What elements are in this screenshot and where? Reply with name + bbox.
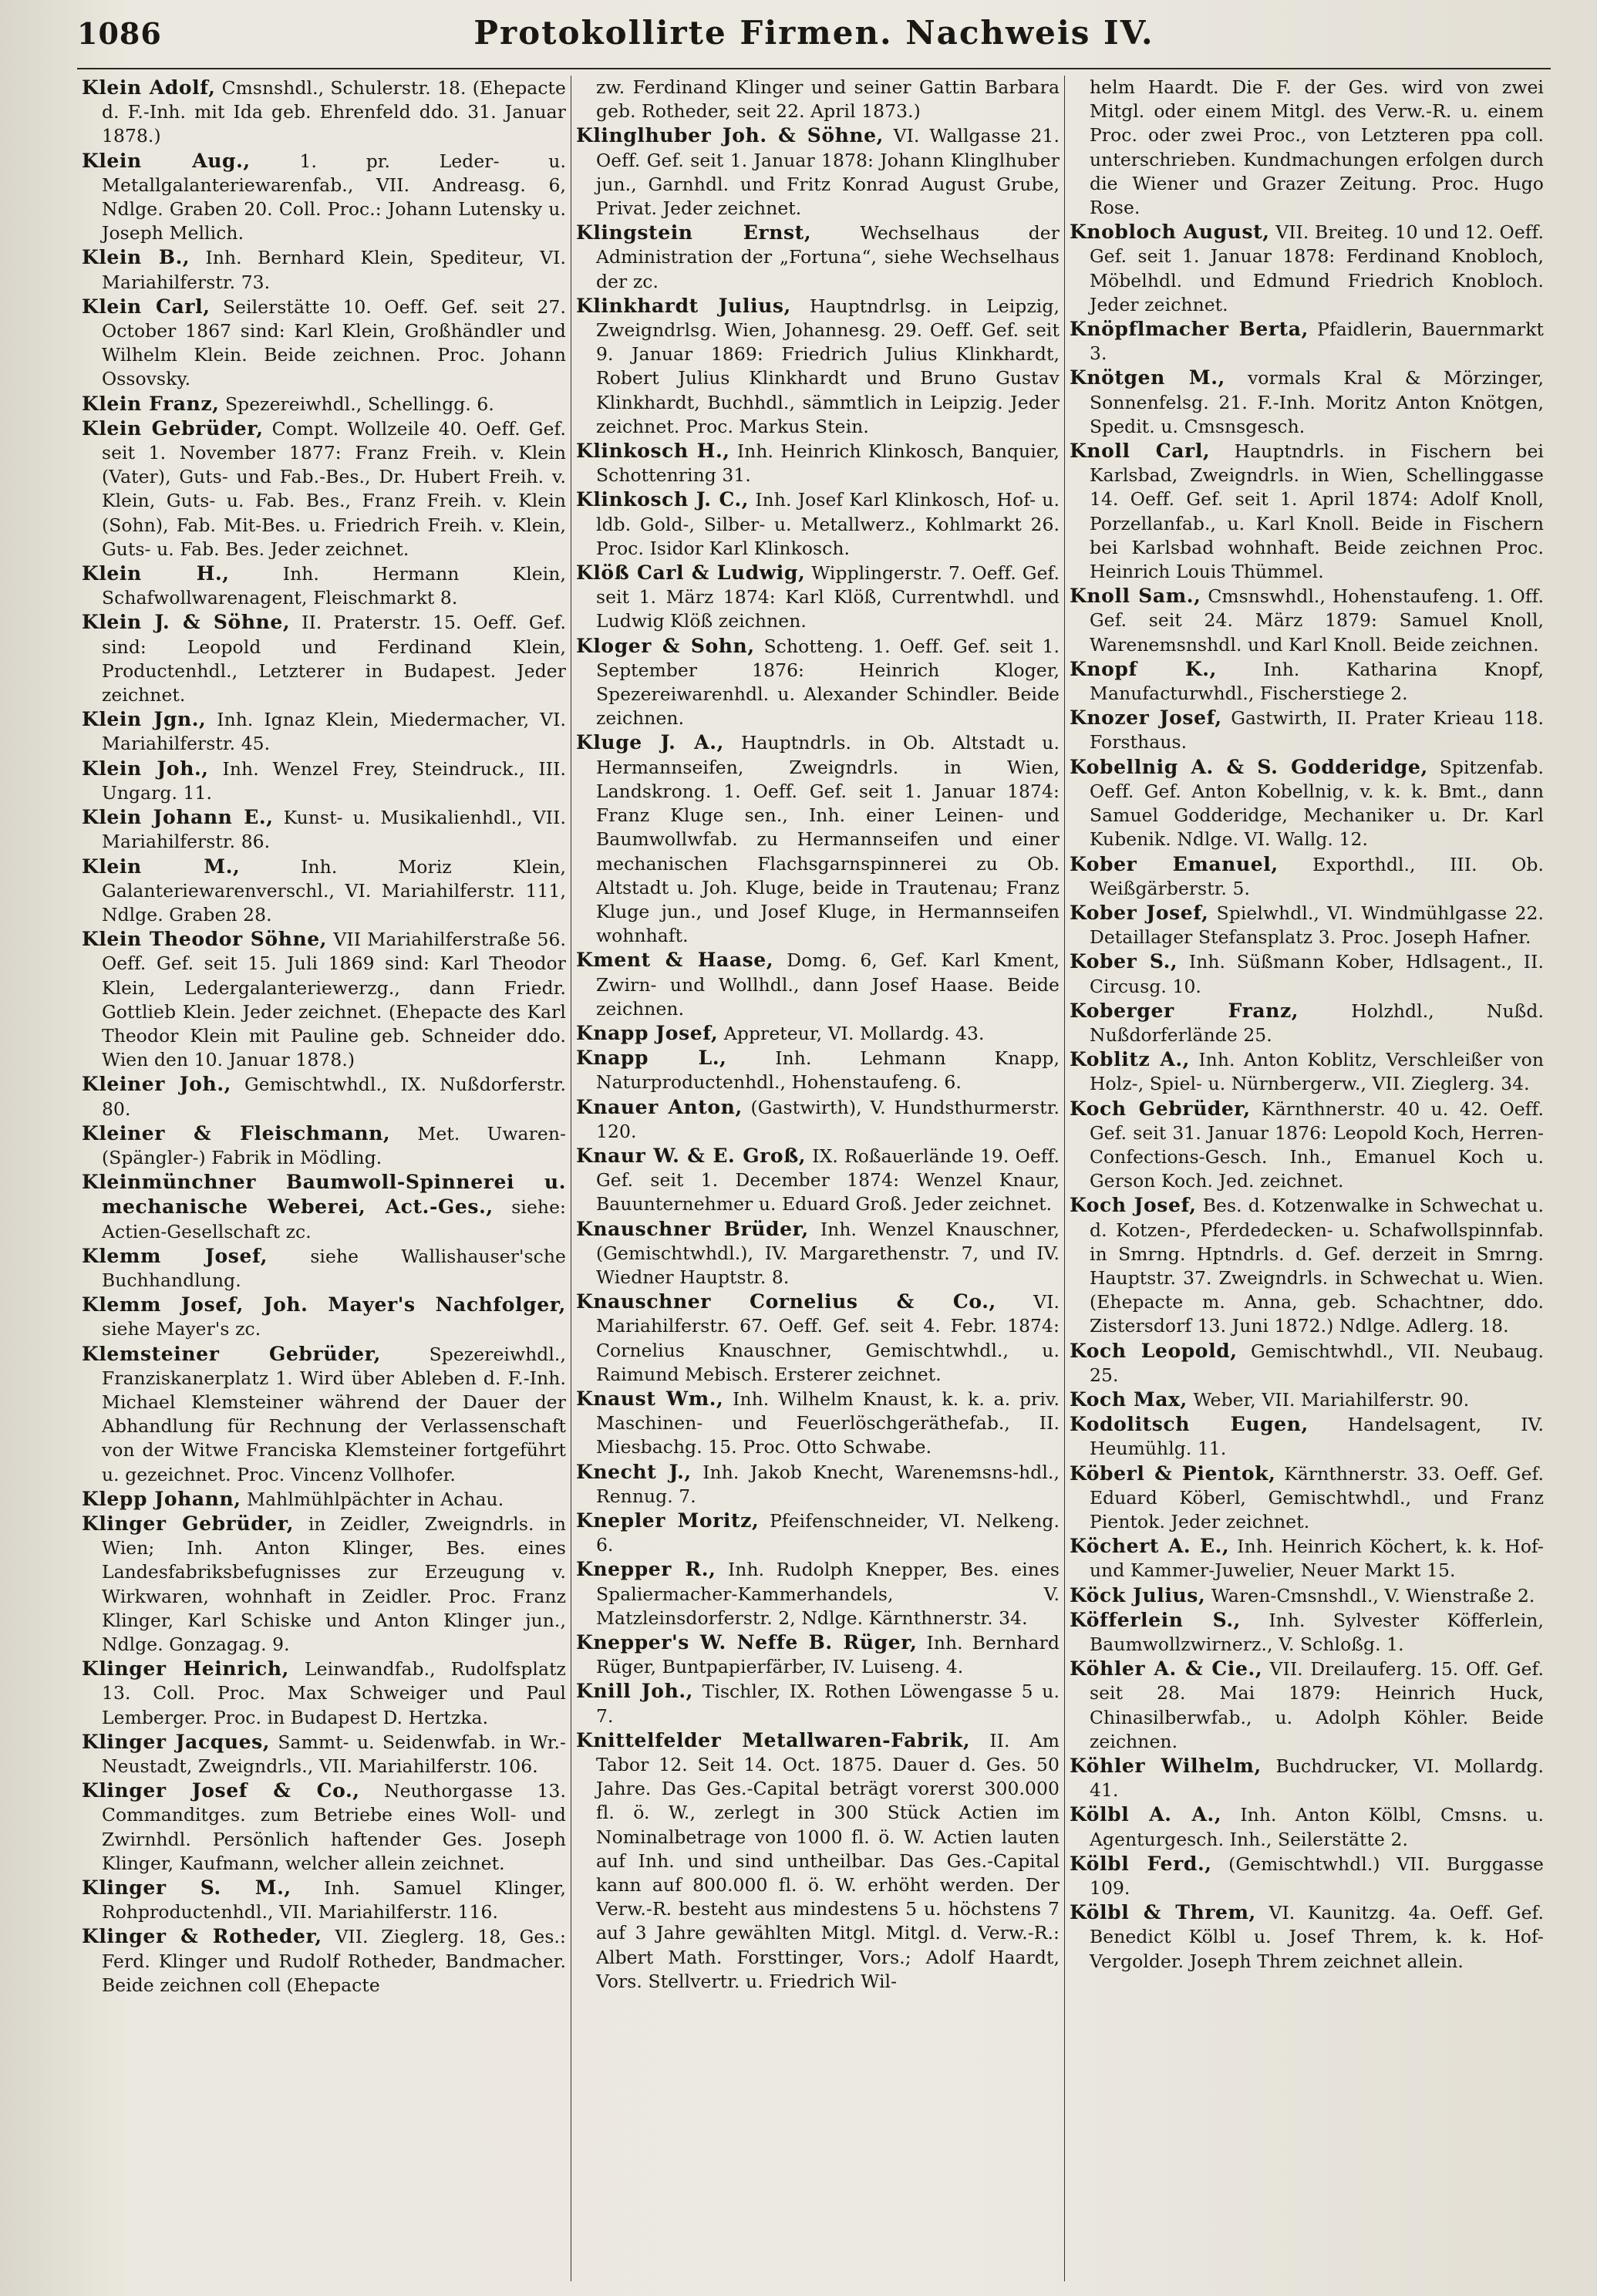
directory-entry bbox=[576, 1095, 1060, 1144]
entry-text: Inh. Wilhelm Knaust, k. k. a. priv. Maschinen- und Feuerlöschgeräthefab., II. Miesbachg. 15. Proc. Otto Schwabe. bbox=[596, 1387, 1060, 1458]
directory-entry bbox=[82, 1072, 566, 1121]
directory-entry bbox=[576, 1144, 1060, 1217]
entry-text: Weber, VII. Mariahilferstr. 90. bbox=[1193, 1388, 1470, 1411]
firm-name: Knepper's W. Neffe B. Rüger, bbox=[576, 1631, 918, 1654]
firm-name: Klöß Carl & Ludwig, bbox=[576, 561, 806, 585]
firm-name: Klein Franz, bbox=[82, 392, 220, 415]
directory-entry bbox=[82, 149, 566, 246]
firm-name: Koch Max, bbox=[1070, 1387, 1188, 1411]
entry-text: Inh. Rudolph Knepper, Bes. eines Spaliermacher-Kammerhandels, V. Matzleinsdorferstr. 2, Ndlge. Kärnthnerstr. 34. bbox=[596, 1559, 1060, 1629]
firm-name: Knecht J., bbox=[576, 1460, 692, 1483]
firm-name: Klein Gebrüder, bbox=[82, 416, 264, 440]
entry-text: Tischler, IX. Rothen Löwengasse 5 u. 7. bbox=[596, 1681, 1060, 1727]
entry-text: Hauptndrlsg. in Leipzig, Zweigndrlsg. Wien, Johannesg. 29. Oeff. Gef. seit 9. Januar 1869: Friedrich Julius Klinkhardt, Robert Julius Klinkhardt und Bruno Gustav Klinkhardt, Buchhdl., sämmtlich in Leipzig. Jeder zeichnet. Proc. Markus Stein. bbox=[596, 295, 1060, 437]
directory-entry bbox=[82, 392, 566, 416]
entry-text: Gemischtwhdl., VII. Neubaug. 25. bbox=[1090, 1340, 1544, 1386]
entry-text: Wipplingerstr. 7. Oeff. Gef. seit 1. März 1874: Karl Klöß, Currentwhdl. und Ludwig Klöß zeichnen. bbox=[596, 562, 1060, 632]
firm-name: Klein Adolf, bbox=[82, 76, 216, 99]
directory-entry bbox=[82, 805, 566, 854]
entry-text: (Gastwirth), V. Hundsthurmerstr. 120. bbox=[596, 1096, 1060, 1142]
firm-name: Koberger Franz, bbox=[1070, 999, 1299, 1022]
entry-text: Inh. Heinrich Klinkosch, Banquier, Schottenring 31. bbox=[596, 440, 1060, 487]
firm-name: Knauschner Cornelius & Co., bbox=[576, 1290, 996, 1313]
entry-text: siehe Wallishauser'sche Buchhandlung. bbox=[102, 1245, 566, 1291]
firm-name: Klein Aug., bbox=[82, 149, 251, 172]
directory-entry bbox=[1070, 1608, 1544, 1657]
directory-entry bbox=[82, 1244, 566, 1293]
entry-text: vormals Kral & Mörzinger, Sonnenfelsg. 21. F.-Inh. Moritz Anton Knötgen, Spedit. u. Cmsnsgesch. bbox=[1090, 367, 1544, 437]
directory-entry bbox=[576, 1630, 1060, 1679]
firm-name: Klein Johann E., bbox=[82, 806, 274, 829]
directory-entry bbox=[1070, 1534, 1544, 1583]
directory-entry bbox=[576, 487, 1060, 561]
directory-entry bbox=[1070, 439, 1544, 584]
directory-entry bbox=[1070, 852, 1544, 901]
firm-name: Kluge J. A., bbox=[576, 731, 724, 754]
entry-text: Inh. Josef Karl Klinkosch, Hof- u. ldb. Gold-, Silber- u. Metallwerz., Kohlmarkt 26. Proc. Isidor Karl Klinkosch. bbox=[596, 489, 1060, 559]
entry-text: II. Praterstr. 15. Oeff. Gef. sind: Leopold und Ferdinand Klein, Productenhdl., Letzterer in Budapest. Jeder zeichnet. bbox=[102, 612, 567, 706]
directory-entry bbox=[1070, 1852, 1544, 1900]
entry-text: VII. Breiteg. 10 und 12. Oeff. Gef. seit 1. Januar 1878: Ferdinand Knobloch, Möbelhdl. und Edmund Friedrich Knobloch. Jeder zeichnet. bbox=[1090, 221, 1544, 315]
directory-entry bbox=[82, 1121, 566, 1170]
firm-name: Klemsteiner Gebrüder, bbox=[82, 1342, 381, 1365]
firm-name: Kleinmünchner Baumwoll-Spinnerei u. mechanische Weberei, Act.-Ges., bbox=[82, 1171, 566, 1219]
entry-text: Gastwirth, II. Prater Krieau 118. Forsthaus. bbox=[1090, 707, 1544, 754]
firm-name: Klein M., bbox=[82, 855, 241, 878]
directory-entry bbox=[1070, 901, 1544, 949]
directory-entry bbox=[1070, 1412, 1544, 1461]
firm-name: Klinglhuber Joh. & Söhne, bbox=[576, 124, 884, 147]
entry-text: Pfeifenschneider, VI. Nelkeng. 6. bbox=[596, 1509, 1060, 1556]
directory-entry bbox=[1070, 657, 1544, 706]
entry-text: Inh. Süßmann Kober, Hdlsagent., II. Circusg. 10. bbox=[1090, 951, 1544, 997]
directory-entry bbox=[82, 295, 566, 392]
directory-entry bbox=[1070, 1754, 1544, 1802]
firm-name: Klepp Johann, bbox=[82, 1487, 241, 1510]
entry-text: Gemischtwhdl., IX. Nußdorferstr. 80. bbox=[102, 1074, 566, 1120]
directory-entry bbox=[82, 1730, 566, 1778]
entry-text: Inh. Moriz Klein, Galanteriewarenverschl., VI. Mariahilferstr. 111, Ndlge. Graben 28. bbox=[102, 855, 566, 925]
entry-text: Inh. Heinrich Köchert, k. k. Hof- und Kammer-Juwelier, Neuer Markt 15. bbox=[1090, 1536, 1544, 1582]
directory-entry bbox=[576, 1460, 1060, 1509]
directory-entry bbox=[82, 245, 566, 294]
firm-name: Knaust Wm., bbox=[576, 1387, 724, 1410]
entry-text: IX. Roßauerlände 19. Oeff. Gef. seit 1. December 1874: Wenzel Knaur, Bauunternehmer u. Eduard Groß. Jeder zeichnet. bbox=[596, 1145, 1060, 1215]
entry-text: Seilerstätte 10. Oeff. Gef. seit 27. October 1867 sind: Karl Klein, Großhändler und Wilhelm Klein. Beide zeichnen. Proc. Johann Ossovsky. bbox=[102, 295, 566, 390]
directory-entry bbox=[576, 439, 1060, 487]
firm-name: Klein H., bbox=[82, 562, 230, 585]
directory-entry bbox=[82, 610, 566, 707]
entry-text: Wechselhaus der Administration der „Fortuna“, siehe Wechselhaus der zc. bbox=[596, 222, 1060, 292]
directory-entry bbox=[1070, 1193, 1544, 1338]
directory-entry bbox=[1070, 999, 1544, 1047]
entry-text: Holzhdl., Nußd. Nußdorferlände 25. bbox=[1090, 1000, 1544, 1046]
entry-text: Handelsagent, IV. Heumühlg. 11. bbox=[1090, 1414, 1544, 1460]
directory-entry bbox=[1070, 755, 1544, 852]
directory-entry bbox=[576, 1217, 1060, 1290]
entry-text: VII Mariahilferstraße 56. Oeff. Gef. seit 15. Juli 1869 sind: Karl Theodor Klein, Ledergalanteriewerzg., dann Friedr. Gottlieb Klein. Jeder zeichnet. (Ehepacte des Karl Theodor Klein mit Pauline geb. Schneider ddo. Wien den 10. Januar 1878.) bbox=[102, 929, 566, 1071]
firm-name: Klinger Gebrüder, bbox=[82, 1512, 295, 1535]
entry-text: Inh. Anton Kölbl, Cmsns. u. Agenturgesch. Inh., Seilerstätte 2. bbox=[1090, 1804, 1544, 1850]
directory-entry bbox=[576, 1728, 1060, 1994]
firm-name: Klemm Josef, Joh. Mayer's Nachfolger, bbox=[82, 1293, 566, 1317]
firm-name: Köhler Wilhelm, bbox=[1070, 1755, 1262, 1778]
firm-name: Klein Carl, bbox=[82, 295, 211, 318]
column-2 bbox=[571, 76, 1064, 2281]
firm-name: Knepler Moritz, bbox=[576, 1509, 760, 1532]
firm-name: Klinkosch J. C., bbox=[576, 488, 750, 511]
firm-name: Knötgen M., bbox=[1070, 366, 1225, 389]
directory-entry bbox=[1070, 366, 1544, 439]
entry-text: Kärnthnerstr. 33. Oeff. Gef. Eduard Köberl, Gemischtwhdl., und Franz Pientok. Jeder zeichnet. bbox=[1090, 1462, 1544, 1532]
firm-name: Klein J. & Söhne, bbox=[82, 611, 291, 634]
entry-text: Compt. Wollzeile 40. Oeff. Gef. seit 1. November 1877: Franz Freih. v. Klein (Vater), Guts- und Fab.-Bes., Dr. Hubert Freih. v. Klein, Guts- u. Fab. Bes., Franz Freih. v. Klein (Sohn), Fab. Mit-Bes. u. Friedrich Freih. v. Klein, Guts- u. Fab. Bes. Jeder zeichnet. bbox=[102, 417, 566, 560]
directory-entry bbox=[82, 1487, 566, 1512]
directory-entry bbox=[576, 1046, 1060, 1094]
directory-entry bbox=[82, 707, 566, 756]
directory-entry bbox=[1070, 1583, 1544, 1608]
firm-name: Köfferlein S., bbox=[1070, 1608, 1241, 1631]
column-1 bbox=[77, 76, 571, 2281]
page-header bbox=[77, 14, 1551, 69]
entry-text: Inh. Sylvester Köfferlein, Baumwollzwirnerz., V. Schloßg. 1. bbox=[1090, 1609, 1544, 1655]
entry-text: Met. Uwaren-(Spängler-) Fabrik in Mödling. bbox=[102, 1122, 566, 1168]
entry-text: Inh. Wenzel Frey, Steindruck., III. Ungarg. 11. bbox=[102, 757, 566, 804]
directory-entry bbox=[82, 1170, 566, 1244]
directory-entry bbox=[82, 561, 566, 610]
firm-name: Kleiner Joh., bbox=[82, 1073, 231, 1096]
firm-name: Knepper R., bbox=[576, 1558, 716, 1581]
directory-entry bbox=[1070, 1462, 1544, 1535]
firm-name: Klein Theodor Söhne, bbox=[82, 928, 328, 951]
directory-entry bbox=[1070, 1097, 1544, 1194]
entry-text: (Gemischtwhdl.) VII. Burggasse 109. bbox=[1090, 1853, 1544, 1900]
entry-text: Kunst- u. Musikalienhdl., VII. Mariahilferstr. 86. bbox=[102, 807, 566, 853]
entry-text: Spitzenfab. Oeff. Gef. Anton Kobellnig, v. k. k. Bmt., dann Samuel Godderidge, Mechaniker u. Dr. Karl Kubenik. Ndlge. VI. Wallg. 12. bbox=[1090, 756, 1544, 851]
directory-entry bbox=[82, 1924, 566, 1998]
entry-text: Cmsnswhdl., Hohenstaufeng. 1. Off. Gef. seit 24. März 1879: Samuel Knoll, Warenemsnshdl. und Karl Knoll. Beide zeichnen. bbox=[1090, 585, 1545, 656]
directory-entry bbox=[576, 948, 1060, 1021]
firm-name: Knöpflmacher Berta, bbox=[1070, 318, 1309, 341]
firm-name: Knoll Sam., bbox=[1070, 585, 1201, 608]
firm-name: Kober S., bbox=[1070, 950, 1178, 973]
firm-name: Kober Josef, bbox=[1070, 901, 1209, 924]
directory-entry bbox=[576, 1557, 1060, 1630]
entry-text: siehe: Actien-Gesellschaft zc. bbox=[102, 1196, 566, 1242]
entry-text: Inh. Hermann Klein, Schafwollwarenagent, Fleischmarkt 8. bbox=[102, 563, 567, 609]
entry-text: II. Am Tabor 12. Seit 14. Oct. 1875. Dauer d. Ges. 50 Jahre. Das Ges.-Capital beträgt vorerst 300.000 fl. ö. W., zerlegt in 300 Stück Actien im Nominalbetrage von 1000 fl. ö. W. Actien lauten auf Inh. und sind untheilbar. Das Ges.-Capital kann auf 800.000 fl. ö. W. erhöht werden. Der Verw.-R. besteht aus mindestens 5 u. höchstens 7 auf 3 Jahre gewählten Mitgl. Mitgl. d. Verw.-R.: Albert Math. Forsttinger, Vors.; Adolf Haardt, Vors. Stellvertr. u. Friedrich Wil- bbox=[596, 1729, 1060, 1992]
firm-name: Kölbl A. A., bbox=[1070, 1803, 1222, 1826]
entry-text: Inh. Wenzel Knauschner, (Gemischtwhdl.), IV. Margarethenstr. 7, und IV. Wiedner Hauptstr. 8. bbox=[596, 1218, 1060, 1288]
entry-text: Appreteur, VI. Mollardg. 43. bbox=[723, 1022, 985, 1044]
directory-entry bbox=[576, 1509, 1060, 1557]
directory-entry bbox=[576, 1021, 1060, 1046]
firm-name: Koch Leopold, bbox=[1070, 1339, 1238, 1362]
entry-text: Pfaidlerin, Bauernmarkt 3. bbox=[1090, 319, 1544, 365]
entry-text: Bes. d. Kotzenwalke in Schwechat u. d. Kotzen-, Pferdedecken- u. Schafwollspinnfab. in Smrng. Hptndrls. d. Gef. derzeit in Smrng. Hauptstr. 37. Zweigndrls. in Schwechat u. Wien. (Ehepacte m. Anna, geb. Schachtner, ddo. Zistersdorf 13. Juni 1872.) Ndlge. Adlerg. 18. bbox=[1090, 1195, 1544, 1337]
firm-name: Köchert A. E., bbox=[1070, 1535, 1230, 1558]
entry-text: Waren-Cmsnshdl., V. Wienstraße 2. bbox=[1211, 1584, 1535, 1607]
firm-name: Kloger & Sohn, bbox=[576, 634, 755, 657]
entry-text: in Zeidler, Zweigndrls. in Wien; Inh. Anton Klinger, Bes. eines Landesfabriksbefugnisses zur Erzeugung v. Wirkwaren, wohnhaft in Zeidler. Proc. Franz Klinger, Karl Schiske und Anton Klinger jun., Ndlge. Gonzagag. 9. bbox=[102, 1512, 566, 1655]
firm-name: Koblitz A., bbox=[1070, 1048, 1190, 1071]
entry-text: Spezereiwhdl., Schellingg. 6. bbox=[225, 393, 494, 415]
directory-entry bbox=[576, 76, 1060, 123]
directory-entry bbox=[576, 221, 1060, 294]
firm-name: Kölbl & Threm, bbox=[1070, 1901, 1256, 1924]
entry-text: VI. Wallgasse 21. Oeff. Gef. seit 1. Januar 1878: Johann Klinglhuber jun., Garnhdl. und Fritz Konrad August Grube, Privat. Jeder zeichnet. bbox=[596, 125, 1060, 220]
entry-text: Inh. Anton Koblitz, Verschleißer von Holz-, Spiel- u. Nürnbergerw., VII. Zieglerg. 34. bbox=[1090, 1049, 1544, 1095]
entry-text: Hauptndrls. in Ob. Altstadt u. Hermannseifen, Zweigndrls. in Wien, Landskrong. 1. Oeff. Gef. seit 1. Januar 1874: Franz Kluge sen., Inh. einer Leinen- und Baumwollwfab. zu Hermannseifen und einer mechanischen Flachsgarnspinnerei zu Ob. Altstadt u. Joh. Kluge, beide in Trautenau; Franz Kluge jun., und Josef Kluge, in Hermannseifen wohnhaft. bbox=[596, 732, 1060, 947]
directory-entry bbox=[1070, 949, 1544, 998]
firm-name: Klinger & Rotheder, bbox=[82, 1925, 322, 1948]
entry-text: Inh. Bernhard Rüger, Buntpapierfärber, IV. Luiseng. 4. bbox=[596, 1632, 1060, 1678]
entry-text: 1. pr. Leder- u. Metallgalanteriewarenfab., VII. Andreasg. 6, Ndlge. Graben 20. Coll. Proc.: Johann Lutensky u. Joseph Mellich. bbox=[102, 150, 566, 244]
firm-name: Knobloch August, bbox=[1070, 221, 1270, 244]
firm-name: Knill Joh., bbox=[576, 1680, 693, 1703]
firm-name: Klein Joh., bbox=[82, 757, 209, 780]
firm-name: Klinkhardt Julius, bbox=[576, 294, 791, 317]
firm-name: Koch Gebrüder, bbox=[1070, 1097, 1251, 1120]
firm-name: Köhler A. & Cie., bbox=[1070, 1657, 1263, 1681]
column-3 bbox=[1064, 76, 1548, 2281]
directory-entry bbox=[82, 1512, 566, 1657]
entry-text: Sammt- u. Seidenwfab. in Wr.-Neustadt, Zweigndrls., VII. Mariahilferstr. 106. bbox=[102, 1731, 566, 1778]
entry-text: Inh. Ignaz Klein, Miedermacher, VI. Mariahilferstr. 45. bbox=[102, 709, 566, 755]
firm-name: Kober Emanuel, bbox=[1070, 852, 1279, 875]
firm-name: Knaur W. & E. Groß, bbox=[576, 1144, 807, 1167]
firm-name: Knopf K., bbox=[1070, 657, 1217, 680]
firm-name: Kölbl Ferd., bbox=[1070, 1852, 1212, 1875]
directory-entry bbox=[1070, 1387, 1544, 1412]
directory-entry bbox=[1070, 1802, 1544, 1851]
directory-entry bbox=[1070, 76, 1544, 220]
directory-entry bbox=[82, 76, 566, 149]
directory-entry bbox=[1070, 220, 1544, 317]
directory-entry bbox=[1070, 1339, 1544, 1387]
entry-text: VI. Mariahilferstr. 67. Oeff. Gef. seit 4. Febr. 1874: Cornelius Knauschner, Gemischtwhdl., u. Raimund Mebisch. Ersterer zeichnet. bbox=[596, 1291, 1060, 1385]
directory-entry bbox=[82, 757, 566, 805]
firm-name: Koch Josef, bbox=[1070, 1194, 1197, 1217]
entry-text: zw. Ferdinand Klinger und seiner Gattin Barbara geb. Rotheder, seit 22. April 1873.) bbox=[596, 76, 1060, 123]
entry-text: Neuthorgasse 13. Commanditges. zum Betriebe eines Woll- und Zwirnhdl. Persönlich haftender Ges. Joseph Klinger, Kaufmann, welcher allein zeichnet. bbox=[102, 1780, 566, 1874]
entry-text: Spezereiwhdl., Franziskanerplatz 1. Wird über Ableben d. F.-Inh. Michael Klemsteiner während der Dauer der Abhandlung für Rechnung der Verlassenschaft von der Witwe Franciska Klemsteiner fortgeführt u. gezeichnet. Proc. Vincenz Vollhofer. bbox=[102, 1343, 566, 1485]
directory-entry bbox=[1070, 1657, 1544, 1754]
firm-name: Knapp Josef, bbox=[576, 1021, 719, 1044]
entry-text: Leinwandfab., Rudolfsplatz 13. Coll. Proc. Max Schweiger und Paul Lemberger. Proc. in Budapest D. Hertzka. bbox=[102, 1658, 566, 1728]
firm-name: Kleiner & Fleischmann, bbox=[82, 1121, 391, 1145]
firm-name: Klingstein Ernst, bbox=[576, 221, 812, 244]
entry-text: Buchdrucker, VI. Mollardg. 41. bbox=[1090, 1755, 1544, 1802]
firm-name: Klein B., bbox=[82, 246, 190, 269]
entry-text: siehe Mayer's zc. bbox=[102, 1318, 261, 1340]
firm-name: Knapp L., bbox=[576, 1047, 727, 1070]
directory-entry bbox=[576, 1679, 1060, 1728]
directory-entry bbox=[82, 416, 566, 561]
firm-name: Klinger Josef & Co., bbox=[82, 1779, 360, 1802]
entry-text: Inh. Katharina Knopf, Manufacturwhdl., Fischerstiege 2. bbox=[1090, 658, 1544, 705]
directory-entry bbox=[82, 1778, 566, 1876]
entry-text: Schotteng. 1. Oeff. Gef. seit 1. September 1876: Heinrich Kloger, Spezereiwarenhdl. u. Alexander Schindler. Beide zeichnen. bbox=[596, 635, 1060, 730]
firm-name: Knozer Josef, bbox=[1070, 706, 1222, 730]
directory-entry bbox=[576, 730, 1060, 948]
entry-text: Inh. Samuel Klinger, Rohproductenhdl., VII. Mariahilferstr. 116. bbox=[102, 1877, 567, 1923]
entry-text: VII. Dreilauferg. 15. Off. Gef. seit 28. Mai 1879: Heinrich Huck, Chinasilberwfab., u. Adolph Köhler. Beide zeichnen. bbox=[1090, 1658, 1544, 1752]
directory-entry bbox=[576, 634, 1060, 731]
firm-name: Klein Jgn., bbox=[82, 708, 207, 731]
directory-entry bbox=[576, 1387, 1060, 1460]
directory-entry bbox=[82, 1657, 566, 1730]
firm-name: Klinger S. M., bbox=[82, 1876, 291, 1900]
firm-name: Kment & Haase, bbox=[576, 949, 774, 972]
entry-text: Exporthdl., III. Ob. Weißgärberstr. 5. bbox=[1090, 853, 1545, 899]
directory-entry bbox=[82, 855, 566, 928]
directory-entry bbox=[576, 294, 1060, 439]
firm-name: Kobellnig A. & S. Godderidge, bbox=[1070, 755, 1428, 778]
entry-text: VI. Kaunitzg. 4a. Oeff. Gef. Benedict Kölbl u. Josef Threm, k. k. Hof-Vergolder. Joseph Threm zeichnet allein. bbox=[1090, 1902, 1544, 1972]
firm-name: Köberl & Pientok, bbox=[1070, 1462, 1276, 1485]
entry-text: Hauptndrls. in Fischern bei Karlsbad, Zweigndrls. in Wien, Schellinggasse 14. Oeff. Gef. seit 1. April 1874: Adolf Knoll, Porzellanfab., u. Karl Knoll. Beide in Fischern bei Karlsbad wohnhaft. Beide zeichnen Proc. Heinrich Louis Thümmel. bbox=[1090, 440, 1544, 583]
entry-text: Inh. Jakob Knecht, Warenemsns-hdl., Rennug. 7. bbox=[596, 1461, 1060, 1507]
directory-entry bbox=[82, 1342, 566, 1487]
firm-name: Knauschner Brüder, bbox=[576, 1217, 809, 1240]
columns bbox=[77, 76, 1551, 2281]
firm-name: Köck Julius, bbox=[1070, 1583, 1206, 1607]
page-title: Protokollirte Firmen. Nachweis IV. bbox=[473, 14, 1154, 52]
directory-entry bbox=[82, 1876, 566, 1924]
entry-text: helm Haardt. Die F. der Ges. wird von zwei Mitgl. oder einem Mitgl. des Verw.-R. u. einem Proc. oder zwei Proc., von Letzteren ppa coll. unterschrieben. Kundmachungen erfolgen durch die Wiener und Grazer Zeitung. Proc. Hugo Rose. bbox=[1090, 76, 1544, 219]
directory-entry bbox=[576, 561, 1060, 634]
directory-entry bbox=[1070, 1047, 1544, 1096]
directory-entry bbox=[1070, 706, 1544, 754]
firm-name: Klemm Josef, bbox=[82, 1244, 268, 1267]
directory-entry bbox=[576, 1290, 1060, 1387]
firm-name: Knittelfelder Metallwaren-Fabrik, bbox=[576, 1728, 971, 1752]
firm-name: Klinger Jacques, bbox=[82, 1730, 271, 1753]
directory-entry bbox=[82, 927, 566, 1072]
firm-name: Klinger Heinrich, bbox=[82, 1657, 289, 1681]
firm-name: Klinkosch H., bbox=[576, 440, 730, 463]
directory-entry bbox=[576, 123, 1060, 221]
page-number: 1086 bbox=[77, 16, 162, 51]
directory-entry bbox=[82, 1293, 566, 1341]
entry-text: Kärnthnerstr. 40 u. 42. Oeff. Gef. seit 31. Januar 1876: Leopold Koch, Herren-Confections-Gesch. Inh., Emanuel Koch u. Gerson Koch. Jed. zeichnet. bbox=[1090, 1097, 1544, 1192]
entry-text: Cmsnshdl., Schulerstr. 18. (Ehepacte d. F.-Inh. mit Ida geb. Ehrenfeld ddo. 31. Januar 1878.) bbox=[102, 77, 566, 147]
entry-text: Inh. Lehmann Knapp, Naturproductenhdl., Hohenstaufeng. 6. bbox=[596, 1047, 1060, 1094]
entry-text: VII. Zieglerg. 18, Ges.: Ferd. Klinger und Rudolf Rotheder, Bandmacher. Beide zeichnen coll (Ehepacte bbox=[102, 1926, 566, 1996]
firm-name: Knauer Anton, bbox=[576, 1095, 743, 1118]
entry-text: Domg. 6, Gef. Karl Kment, Zwirn- und Wollhdl., dann Josef Haase. Beide zeichnen. bbox=[596, 949, 1060, 1020]
entry-text: Mahlmühlpächter in Achau. bbox=[247, 1488, 504, 1510]
directory-entry bbox=[1070, 1900, 1544, 1974]
firm-name: Knoll Carl, bbox=[1070, 440, 1211, 463]
entry-text: Inh. Bernhard Klein, Spediteur, VI. Mariahilferstr. 73. bbox=[102, 247, 566, 293]
firm-name: Kodolitsch Eugen, bbox=[1070, 1413, 1309, 1436]
directory-entry bbox=[1070, 317, 1544, 366]
directory-entry bbox=[1070, 584, 1544, 657]
entry-text: Spielwhdl., VI. Windmühlgasse 22. Detaillager Stefansplatz 3. Proc. Joseph Hafner. bbox=[1090, 902, 1544, 949]
